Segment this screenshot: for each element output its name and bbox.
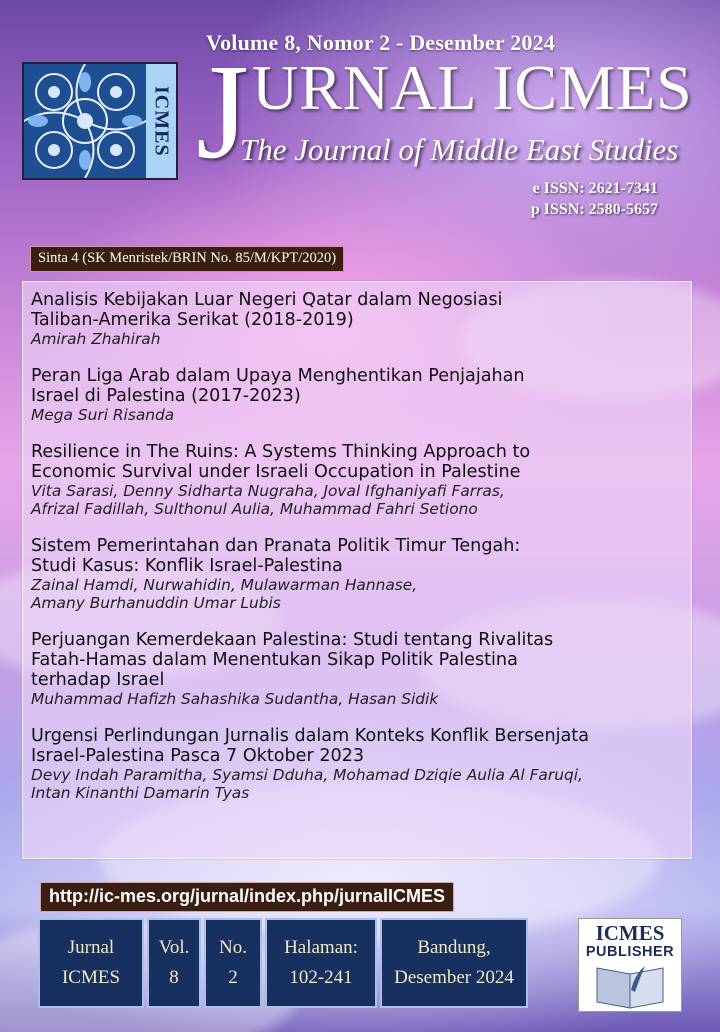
table-of-contents [22,281,692,859]
info-volume-label: Vol. [158,937,190,958]
article-title-line: Urgensi Perlindungan Jurnalis dalam Konteks Konflik Bersenjata [31,726,589,746]
volume-line: Volume 8, Nomor 2 - Desember 2024 [206,30,555,55]
article-title-line: Economic Survival under Israeli Occupation in Palestine [31,462,521,482]
article-entry [31,536,691,612]
article-authors-line: Devy Indah Paramitha, Syamsi Dduha, Mohamad Dziqie Aulia Al Faruqi, [31,766,583,784]
article-authors-line: Muhammad Hafizh Sahashika Sudantha, Hasan Sidik [31,690,439,708]
article-authors-line: Amirah Zhahirah [31,330,161,348]
article-title-line: Studi Kasus: Konflik Israel-Palestina [31,556,343,576]
info-number-label: No. [219,937,247,958]
info-date: Desember 2024 [394,967,514,988]
journal-title: URNAL ICMES [252,52,693,123]
info-pages-label: Halaman: [284,937,358,958]
article-entry [31,630,691,708]
article-entry [31,366,691,424]
issue-info-bar [38,918,528,1008]
info-pages-value: 102-241 [289,967,353,988]
article-title-line: terhadap Israel [31,670,165,690]
ornamental-tile-icon [24,64,146,178]
open-book-icon [591,964,669,1010]
info-volume-cell [147,918,201,1008]
article-title-line: Peran Liga Arab dalam Upaya Menghentikan Penjajahan [31,366,525,386]
article-authors-line: Amany Burhanuddin Umar Lubis [31,594,281,612]
article-entry [31,726,691,802]
article-title-line: Perjuangan Kemerdekaan Palestina: Studi tentang Rivalitas [31,630,554,650]
info-volume-value: 8 [169,967,179,988]
info-journal-line: Jurnal [67,937,115,958]
article-authors-line: Mega Suri Risanda [31,406,175,424]
info-number-value: 2 [228,967,238,988]
article-title-line: Fatah-Hamas dalam Menentukan Sikap Politik Palestina [31,650,518,670]
journal-title-initial: J [196,37,249,187]
journal-subtitle: The Journal of Middle East Studies [240,132,679,167]
e-issn: e ISSN: 2621-7341 [532,180,658,197]
article-title-line: Taliban-Amerika Serikat (2018-2019) [31,310,354,330]
icmes-tile-logo [22,62,178,180]
info-pages-cell [265,918,377,1008]
publisher-logo-line1: ICMES [595,921,665,945]
publisher-logo [578,918,682,1012]
article-authors-line: Afrizal Fadillah, Sulthonul Aulia, Muhammad Fahri Setiono [31,500,478,518]
article-authors-line: Intan Kinanthi Damarin Tyas [31,784,250,802]
info-journal-cell [38,918,144,1008]
info-journal-line: ICMES [61,967,121,988]
article-title-line: Israel-Palestina Pasca 7 Oktober 2023 [31,746,365,766]
journal-url[interactable]: http://ic-mes.org/jurnal/index.php/jurnalICMES [40,882,454,912]
accreditation-badge: Sinta 4 (SK Menristek/BRIN No. 85/M/KPT/2020) [30,246,344,272]
article-title-line: Resilience in The Ruins: A Systems Thinking Approach to [31,442,531,462]
logo-side-band [146,64,176,178]
article-title-line: Sistem Pemerintahan dan Pranata Politik Timur Tengah: [31,536,521,556]
article-authors-line: Zainal Hamdi, Nurwahidin, Mulawarman Hannase, [31,576,418,594]
info-place-date-cell [380,918,528,1008]
article-title-line: Israel di Palestina (2017-2023) [31,386,301,406]
article-entry [31,442,691,518]
publisher-logo-line2: PUBLISHER [585,944,675,960]
info-place: Bandung, [417,937,491,958]
article-title-line: Analisis Kebijakan Luar Negeri Qatar dalam Negosiasi [31,290,503,310]
info-number-cell [204,918,262,1008]
p-issn: p ISSN: 2580-5657 [530,201,658,218]
logo-vertical-text: ICMES [150,85,173,157]
article-entry [31,290,691,348]
article-authors-line: Vita Sarasi, Denny Sidharta Nugraha, Joval Ifghaniyafi Farras, [31,482,505,500]
